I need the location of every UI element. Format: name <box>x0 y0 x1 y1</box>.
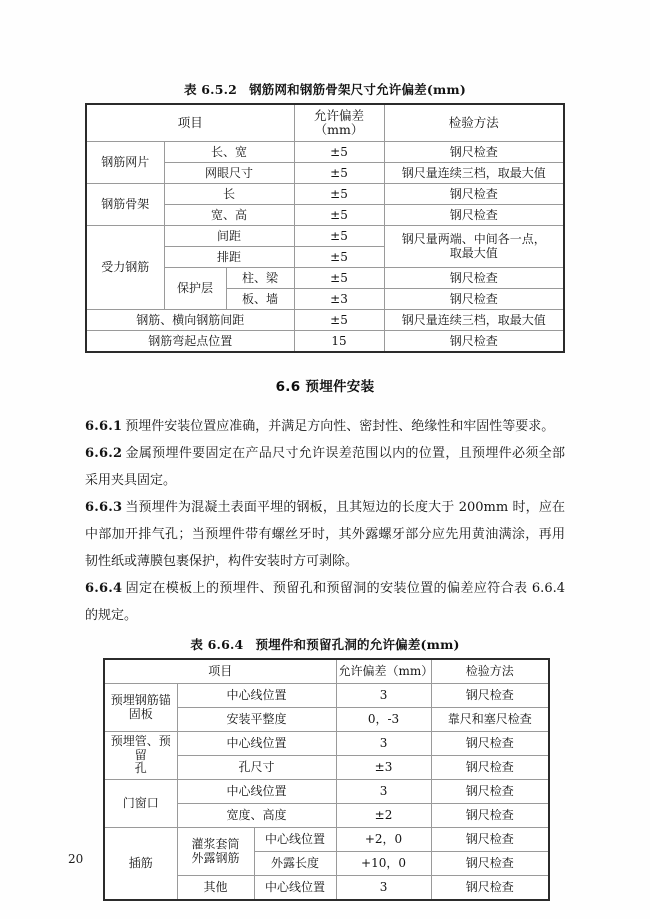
table-664-tolerance: ±2 <box>336 804 431 828</box>
table-652 <box>85 103 565 353</box>
table-664-method: 钢尺检查 <box>431 804 549 828</box>
table-664-group-menchuangkou: 门窗口 <box>104 780 177 828</box>
table-664-item-kongchicun: 孔尺寸 <box>177 756 336 780</box>
table-664-method: 钢尺检查 <box>431 852 549 876</box>
table-652-group-gujia: 钢筋骨架 <box>86 184 164 226</box>
table-row <box>104 732 549 756</box>
table-664-caption-number: 表 6.6.4 <box>190 637 244 652</box>
table-652-header-tolerance <box>294 104 384 142</box>
table-652-method: 钢尺检查 <box>384 205 564 226</box>
table-664-tolerance: 0，-3 <box>336 708 431 732</box>
table-664-item-zhongxin: 中心线位置 <box>177 732 336 756</box>
table-652-tolerance: ±5 <box>294 247 384 268</box>
table-664-group-chajin: 插筋 <box>104 828 177 901</box>
table-652-item-chang: 长 <box>164 184 294 205</box>
table-652-caption-text: 钢筋网和钢筋骨架尺寸允许偏差(mm) <box>249 82 466 97</box>
table-664-tolerance: 3 <box>336 684 431 708</box>
table-row <box>86 331 564 353</box>
paragraph-662 <box>85 440 565 494</box>
table-652-sub-baohuceng: 保护层 <box>164 268 226 310</box>
table-664-group-maoguban-line1: 预埋钢筋锚 <box>110 693 171 708</box>
table-664-caption <box>85 635 565 653</box>
table-664-method-kaochi: 靠尺和塞尺检查 <box>431 708 549 732</box>
table-664-sub-qita: 其他 <box>177 876 254 901</box>
table-652-item-wangyan: 网眼尺寸 <box>164 163 294 184</box>
table-664-method: 钢尺检查 <box>431 828 549 852</box>
table-652-item-changkuan: 长、宽 <box>164 142 294 163</box>
table-664-group-yuliukong-line2: 孔 <box>134 761 147 776</box>
table-664-header-item: 项目 <box>104 659 336 684</box>
table-652-caption-number: 表 6.5.2 <box>184 82 238 97</box>
table-664-header-tolerance: 允许偏差（mm） <box>336 659 431 684</box>
paragraph-662-text: 金属预埋件要固定在产品尺寸允许误差范围以内的位置，且预埋件必须全部采用夹具固定。 <box>85 446 565 488</box>
table-664-group-yuliukong <box>104 732 177 780</box>
section-heading-66: 6.6 预埋件安装 <box>275 379 375 395</box>
table-652-tolerance: ±5 <box>294 184 384 205</box>
table-664-item-wailuchangdu: 外露长度 <box>254 852 336 876</box>
table-652-method-line1: 钢尺量两端、中间各一点， <box>401 232 546 247</box>
table-row <box>86 226 564 247</box>
table-652-method-liangduan <box>384 226 564 268</box>
table-664-header-method: 检验方法 <box>431 659 549 684</box>
table-664-method: 钢尺检查 <box>431 876 549 901</box>
table-664-item-zhongxin: 中心线位置 <box>254 876 336 901</box>
table-652-header-tolerance-line1: 允许偏差 <box>313 108 364 123</box>
table-664-method: 钢尺检查 <box>431 732 549 756</box>
table-652-header-item: 项目 <box>86 104 294 142</box>
table-row <box>104 828 549 852</box>
table-664-group-maoguban-line2: 固板 <box>128 706 153 721</box>
table-664-group-maoguban <box>104 684 177 732</box>
paragraph-662-label: 6.6.2 <box>85 446 123 461</box>
table-652-tolerance: ±5 <box>294 205 384 226</box>
table-652-method: 钢尺检查 <box>384 142 564 163</box>
table-652-group-shouli: 受力钢筋 <box>86 226 164 310</box>
table-row <box>104 780 549 804</box>
table-664-tolerance: +10，0 <box>336 852 431 876</box>
table-664-caption-text: 预埋件和预留孔洞的允许偏差(mm) <box>255 637 460 652</box>
table-652-method: 钢尺量连续三档，取最大值 <box>384 310 564 331</box>
table-652-item-paiju: 排距 <box>164 247 294 268</box>
table-652-method: 钢尺检查 <box>384 268 564 289</box>
table-652-header-method: 检验方法 <box>384 104 564 142</box>
paragraph-661-text: 预埋件安装位置应准确，并满足方向性、密封性、绝缘性和牢固性等要求。 <box>125 419 555 434</box>
paragraph-664-label: 6.6.4 <box>85 581 123 596</box>
table-652-item-wanqi: 钢筋弯起点位置 <box>86 331 294 353</box>
table-652-method: 钢尺检查 <box>384 184 564 205</box>
table-652-tolerance: ±5 <box>294 226 384 247</box>
table-664-sub-guanjiang-line1: 灌浆套筒 <box>191 837 240 852</box>
table-652-tolerance: ±5 <box>294 163 384 184</box>
table-652-method: 钢尺检查 <box>384 289 564 310</box>
paragraph-663-text: 当预埋件为混凝土表面平埋的钢板，且其短边的长度大于 200mm 时，应在中部加开排气孔；当预埋件带有螺丝牙时，其外露螺牙部分应先用黄油满涂，再用韧性纸或薄膜包裹保护，构件安装时方可剥除。 <box>85 500 565 569</box>
table-652-tolerance: ±5 <box>294 310 384 331</box>
table-664-sub-guanjiangtaotong <box>177 828 254 876</box>
table-652-item-zhuliang: 柱、梁 <box>226 268 294 289</box>
table-664-item-zhongxin: 中心线位置 <box>177 780 336 804</box>
table-664-tolerance: 3 <box>336 732 431 756</box>
table-row <box>86 310 564 331</box>
table-row <box>104 684 549 708</box>
table-652-group-wangpian: 钢筋网片 <box>86 142 164 184</box>
table-row <box>86 104 564 142</box>
table-652-method: 钢尺量连续三档，取最大值 <box>384 163 564 184</box>
paragraph-664-text: 固定在模板上的预埋件、预留孔和预留洞的安装位置的偏差应符合表 6.6.4 的规定。 <box>85 581 565 623</box>
table-664-item-kuangao: 宽度、高度 <box>177 804 336 828</box>
table-664-tolerance: ±3 <box>336 756 431 780</box>
paragraph-661-label: 6.6.1 <box>85 419 123 434</box>
table-652-caption <box>85 80 565 98</box>
table-652-tolerance: ±5 <box>294 268 384 289</box>
table-664-group-yuliukong-line1: 预埋管、预留 <box>110 734 171 762</box>
table-664-tolerance: 3 <box>336 780 431 804</box>
table-664-method: 钢尺检查 <box>431 780 549 804</box>
paragraph-663-label: 6.6.3 <box>85 500 123 515</box>
table-row <box>86 142 564 163</box>
table-652-item-banqiang: 板、墙 <box>226 289 294 310</box>
table-664-item-zhongxin: 中心线位置 <box>177 684 336 708</box>
table-652-tolerance: 15 <box>294 331 384 353</box>
table-664-sub-guanjiang-line2: 外露钢筋 <box>191 850 240 865</box>
table-664-item-zhongxin: 中心线位置 <box>254 828 336 852</box>
page-content <box>85 80 565 901</box>
paragraph-664 <box>85 575 565 629</box>
table-664 <box>103 658 550 901</box>
paragraph-663 <box>85 494 565 575</box>
table-652-tolerance: ±5 <box>294 142 384 163</box>
paragraph-661 <box>85 413 565 440</box>
page-number: 20 <box>68 852 84 866</box>
table-664-item-pingzheng: 安装平整度 <box>177 708 336 732</box>
table-652-method: 钢尺检查 <box>384 331 564 353</box>
table-652-tolerance: ±3 <box>294 289 384 310</box>
table-664-method: 钢尺检查 <box>431 684 549 708</box>
table-652-item-jianju: 间距 <box>164 226 294 247</box>
table-652-item-hengxiang: 钢筋、横向钢筋间距 <box>86 310 294 331</box>
table-664-method: 钢尺检查 <box>431 756 549 780</box>
table-664-tolerance: 3 <box>336 876 431 901</box>
table-652-item-kuangao: 宽、高 <box>164 205 294 226</box>
table-row <box>104 659 549 684</box>
table-row <box>86 184 564 205</box>
table-664-tolerance: +2，0 <box>336 828 431 852</box>
table-652-header-tolerance-line2: （mm） <box>314 122 364 137</box>
table-652-method-line2: 取最大值 <box>449 245 498 260</box>
